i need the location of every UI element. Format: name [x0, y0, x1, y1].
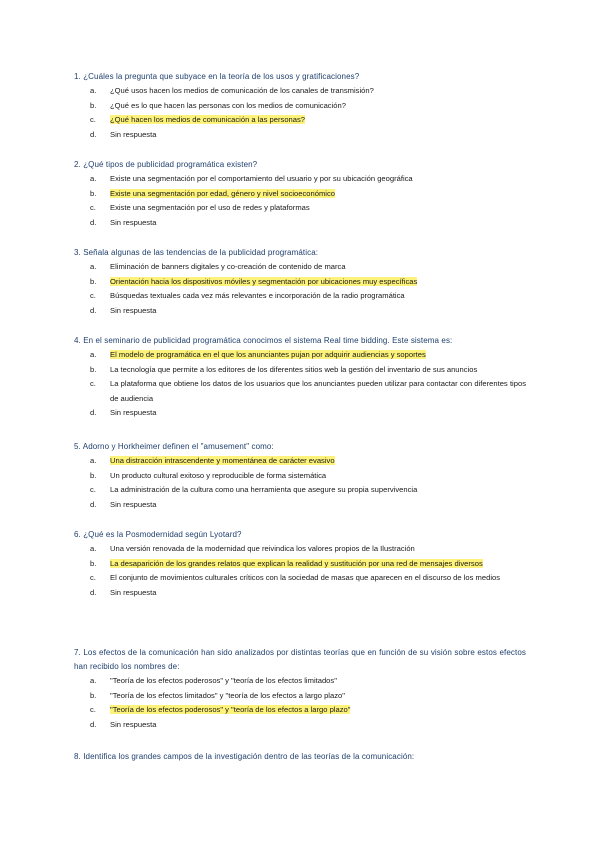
answer-option: [74, 483, 526, 498]
answer-option-highlighted: [74, 348, 526, 363]
option-text: Existe una segmentación por el comportamiento del usuario y por su ubicación geográfica: [110, 174, 413, 183]
option-marker: b.: [90, 558, 97, 568]
answer-option: [74, 84, 526, 99]
option-marker: a.: [90, 174, 97, 183]
option-marker: d.: [90, 499, 97, 509]
answer-option: [74, 571, 526, 586]
option-text: Sin respuesta: [110, 408, 157, 418]
option-text: Sin respuesta: [110, 719, 157, 729]
option-marker: d.: [90, 587, 97, 597]
answer-options: [74, 348, 526, 421]
answer-option-highlighted: [74, 703, 526, 718]
answer-options: [74, 260, 526, 318]
option-text: La tecnología que permite a los editores de los diferentes sitios web la gestión del inventario de sus anuncios: [110, 364, 478, 374]
option-marker: c.: [90, 379, 96, 389]
option-text: ¿Qué es lo que hacen las personas con los medios de comunicación?: [110, 100, 346, 110]
answer-option: [74, 172, 526, 187]
option-marker: b.: [90, 470, 97, 480]
question-block: [74, 440, 526, 512]
option-text: La plataforma que obtiene los datos de los usuarios que los anunciantes pueden utilizar para contactar con diferentes tipos de audiencia: [110, 379, 526, 403]
option-text: Sin respuesta: [110, 129, 157, 139]
answer-options: [74, 542, 526, 600]
option-text: El modelo de programática en el que los anunciantes pujan por adquirir audiencias y soportes: [110, 350, 426, 359]
option-marker: a.: [90, 350, 97, 359]
option-marker: b.: [90, 690, 97, 700]
option-text: El conjunto de movimientos culturales críticos con la sociedad de masas que aparecen en el discurso de los medios: [110, 573, 501, 583]
option-marker: c.: [90, 573, 96, 583]
option-text: Una versión renovada de la modernidad que reivindica los valores propios de la Ilustración: [110, 544, 415, 553]
answer-option: [74, 718, 526, 733]
answer-option: [74, 216, 526, 231]
option-marker: d.: [90, 408, 97, 418]
question-block: [74, 246, 526, 318]
answer-option: [74, 498, 526, 513]
question-block: [74, 528, 526, 600]
option-text: Búsquedas textuales cada vez más relevantes e incorporación de la radio programática: [110, 291, 405, 301]
option-text: La desaparición de los grandes relatos que explican la realidad y sustitución por una red de mensajes diversos: [110, 558, 483, 568]
option-text: Existe una segmentación por edad, género y nivel socioeconómico: [110, 188, 335, 198]
option-text: Existe una segmentación por el uso de redes y plataformas: [110, 203, 310, 213]
option-text: Sin respuesta: [110, 587, 157, 597]
option-marker: a.: [90, 676, 97, 685]
option-text: Una distracción intrascendente y momentánea de carácter evasivo: [110, 456, 335, 465]
option-marker: c.: [90, 115, 96, 125]
option-text: Un producto cultural exitoso y reproducible de forma sistemática: [110, 470, 327, 480]
option-marker: c.: [90, 705, 96, 715]
answer-option-highlighted: [74, 113, 526, 128]
answer-option: [74, 406, 526, 421]
option-marker: a.: [90, 456, 97, 465]
option-text: Sin respuesta: [110, 499, 157, 509]
answer-options: [74, 454, 526, 512]
option-text: "Teoría de los efectos poderosos" y "teoría de los efectos a largo plazo": [110, 705, 351, 715]
option-text: ¿Qué hacen los medios de comunicación a las personas?: [110, 115, 306, 125]
question-block: [74, 158, 526, 230]
question-text: 7. Los efectos de la comunicación han sido analizados por distintas teorías que en función de su visión sobre estos efectos han recibido los nombres de:: [74, 648, 526, 671]
option-text: ¿Qué usos hacen los medios de comunicación de los canales de transmisión?: [110, 86, 374, 95]
answer-option: [74, 99, 526, 114]
question-block: [74, 334, 526, 421]
option-marker: d.: [90, 129, 97, 139]
answer-option: [74, 689, 526, 704]
answer-option: [74, 377, 526, 406]
question-text: 1. ¿Cuáles la pregunta que subyace en la teoría de los usos y gratificaciones?: [74, 72, 360, 81]
option-marker: b.: [90, 276, 97, 286]
option-marker: c.: [90, 485, 96, 495]
option-marker: d.: [90, 217, 97, 227]
option-marker: a.: [90, 86, 97, 95]
question-block: [74, 70, 526, 142]
question-text: 8. Identifica los grandes campos de la investigación dentro de las teorías de la comunicación:: [74, 752, 415, 761]
question-block: [74, 646, 526, 732]
answer-option-highlighted: [74, 557, 526, 572]
option-text: Orientación hacia los dispositivos móviles y segmentación por ubicaciones muy específicas: [110, 276, 418, 286]
option-marker: d.: [90, 305, 97, 315]
option-text: La administración de la cultura como una herramienta que asegure su propia supervivencia: [110, 485, 418, 495]
option-marker: a.: [90, 544, 97, 553]
answer-option: [74, 304, 526, 319]
option-text: Sin respuesta: [110, 217, 157, 227]
answer-options: [74, 172, 526, 230]
option-marker: b.: [90, 100, 97, 110]
option-marker: b.: [90, 364, 97, 374]
option-marker: c.: [90, 203, 96, 213]
answer-option: [74, 201, 526, 216]
option-text: "Teoría de los efectos poderosos" y "teoría de los efectos limitados": [110, 676, 337, 685]
answer-option: [74, 586, 526, 601]
option-marker: d.: [90, 719, 97, 729]
answer-option: [74, 469, 526, 484]
question-text: 4. En el seminario de publicidad programática conocimos el sistema Real time bidding. Este sistema es:: [74, 336, 453, 345]
option-text: Eliminación de banners digitales y co-creación de contenido de marca: [110, 262, 346, 271]
option-text: "Teoría de los efectos limitados" y "teoría de los efectos a largo plazo": [110, 690, 345, 700]
answer-option: [74, 542, 526, 557]
option-marker: c.: [90, 291, 96, 301]
option-marker: a.: [90, 262, 97, 271]
answer-option: [74, 289, 526, 304]
answer-option: [74, 260, 526, 275]
answer-options: [74, 674, 526, 732]
answer-option-highlighted: [74, 275, 526, 290]
option-text: Sin respuesta: [110, 305, 157, 315]
answer-options: [74, 84, 526, 142]
option-marker: b.: [90, 188, 97, 198]
answer-option: [74, 363, 526, 378]
question-block: [74, 750, 526, 764]
answer-option-highlighted: [74, 187, 526, 202]
question-text: 3. Señala algunas de las tendencias de la publicidad programática:: [74, 248, 319, 257]
question-text: 2. ¿Qué tipos de publicidad programática existen?: [74, 160, 258, 169]
answer-option-highlighted: [74, 454, 526, 469]
answer-option: [74, 674, 526, 689]
question-text: 5. Adorno y Horkheimer definen el "amusement" como:: [74, 442, 274, 451]
answer-option: [74, 128, 526, 143]
question-text: 6. ¿Qué es la Posmodernidad según Lyotard?: [74, 530, 242, 539]
